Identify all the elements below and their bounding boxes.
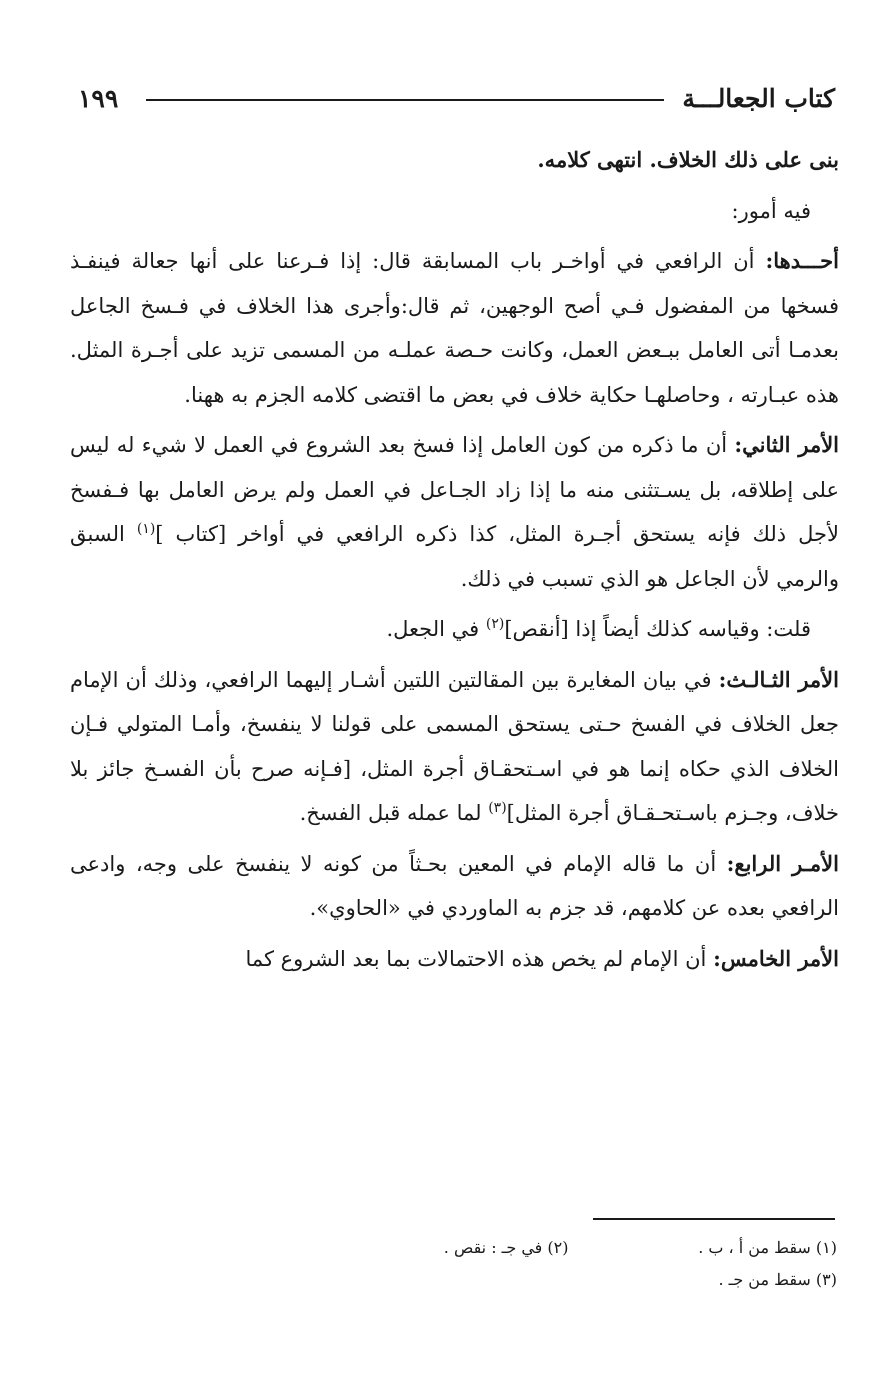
paragraph-intro <box>70 138 839 183</box>
body-text <box>70 138 839 987</box>
paragraph-text: في الجعل. <box>386 617 486 641</box>
paragraph-text: بنى على ذلك الخلاف. انتهى كلامه. <box>537 147 839 172</box>
paragraph-text: أن ما ذكره من كون العامل إذا فسخ بعد الشروع في العمل لا شيء له ليس على إطلاقه، بل يسـتثنى منه ما إذا زاد الجـاعل في العمل ولم يرض العامل بها فـفسخ لأجل ذلك فإنه يستحق أجـرة المثل، كذا ذكره الرافعي في أواخر [كتاب ] <box>70 433 839 546</box>
running-title: كتاب الجعالـــة <box>682 83 835 113</box>
footnotes <box>300 1232 837 1296</box>
footnote-row <box>300 1232 837 1264</box>
paragraph-first-matter <box>70 239 839 417</box>
paragraph-qult <box>70 607 839 652</box>
paragraph-lead: الأمـر الرابع: <box>726 850 839 876</box>
paragraph-third-matter <box>70 658 839 836</box>
header-rule <box>146 99 664 101</box>
footnote-ref: (١) <box>136 521 156 537</box>
footnote-3: (٣) سقط من جـ . <box>718 1270 837 1289</box>
paragraph-text: السبق والرمي لأن الجاعل هو الذي تسبب في ذلك. <box>70 522 839 591</box>
paragraph-text: لما عمله قبل الفسخ. <box>299 801 489 825</box>
footnote-row <box>300 1264 837 1296</box>
page-number: ١٩٩ <box>78 83 119 113</box>
footnote-1: (١) سقط من أ ، ب . <box>698 1238 837 1257</box>
footnote-ref: (٢) <box>485 616 505 632</box>
paragraph-lead: الأمر الثـالـث: <box>718 666 839 692</box>
paragraph-text: أن الرافعي في أواخـر باب المسابقة قال: إذا فـرعنا على أنها جعالة فينفـذ فسخها من المفضول فـي أصح الوجهين، ثم قال:وأجرى هذا الخلاف في فـسخ الجاعل بعدمـا أتى العامل ببـعض العمل، وكانت حـصة عملـه من المسمى تزيد على أجـرة المثل. هذه عبـارته ، وحاصلهـا حكاية خلاف في بعض ما اقتضى كلامه الجزم به ههنا. <box>70 249 839 407</box>
paragraph-text: قلت: وقياسه كذلك أيضاً إذا [أنقص] <box>504 617 811 641</box>
paragraph-text: أن الإمام لم يخص هذه الاحتمالات بما بعد الشروع كما <box>245 946 714 971</box>
paragraph-lead: الأمر الثاني: <box>734 432 840 457</box>
paragraph-second-matter <box>70 423 839 601</box>
paragraph-fourth-matter <box>70 842 839 931</box>
footnote-2: (٢) في جـ : نقص . <box>443 1238 569 1257</box>
paragraph-text: فيه أمور: <box>731 198 811 223</box>
paragraph-text: في بيان المغايرة بين المقالتين اللتين أشـار إليهما الرافعي، وذلك أن الإمام جعل الخلاف في الفسخ حـتى يستحق المسمى على قولنا لا ينفسخ، وأمـا المتولي فـإن الخلاف الذي حكاه إنما هو في اسـتحقـاق أجرة المثل، [فـإنه صرح بأن الفسـخ جائز بلا خلاف، وجـزم باسـتحـقـاق أجرة المثل] <box>70 667 839 825</box>
page-header <box>78 78 835 118</box>
paragraph-matters <box>70 189 839 234</box>
footnote-ref: (٣) <box>488 800 507 816</box>
paragraph-text: أن ما قاله الإمام في المعين بحـثاً من كونه لا ينفسخ على وجه، وادعى الرافعي بعده عن كلامهم، قد جزم به الماوردي في «الحاوي». <box>70 851 839 920</box>
paragraph-lead: الأمر الخامس: <box>713 945 839 971</box>
footnote-rule <box>593 1218 835 1220</box>
paragraph-fifth-matter <box>70 937 839 982</box>
paragraph-lead: أحـــدها: <box>765 248 839 273</box>
